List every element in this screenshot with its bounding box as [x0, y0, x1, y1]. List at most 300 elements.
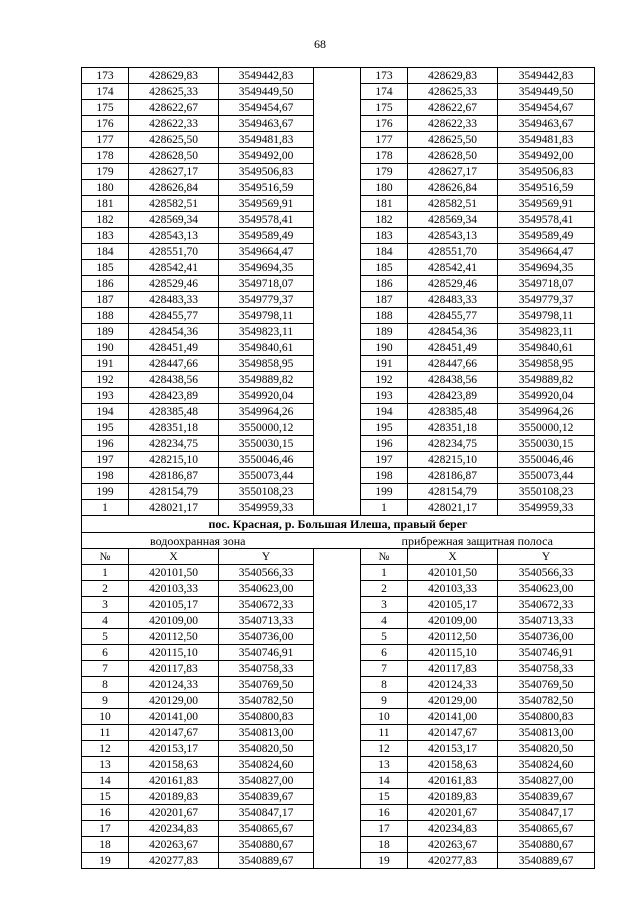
y-coordinate-right: 3549840,61	[498, 340, 595, 356]
y-coordinate-right: 3540824,60	[498, 757, 595, 773]
x-coordinate-right: 428154,79	[408, 484, 498, 500]
column-gap	[314, 276, 361, 292]
y-coordinate-right: 3549578,41	[498, 212, 595, 228]
y-coordinate-right: 3540758,33	[498, 661, 595, 677]
x-coordinate-right: 428569,34	[408, 212, 498, 228]
column-gap	[314, 709, 361, 725]
table-row	[82, 677, 595, 693]
point-number-left: 15	[82, 789, 129, 805]
table-row	[82, 500, 595, 516]
point-number-left: 5	[82, 629, 129, 645]
point-number-right: 196	[361, 436, 408, 452]
column-gap	[314, 789, 361, 805]
x-coordinate-right: 428423,89	[408, 388, 498, 404]
x-coordinate-left: 420234,83	[129, 821, 219, 837]
y-coordinate-left: 3549506,83	[219, 164, 314, 180]
x-coordinate-right: 420263,67	[408, 837, 498, 853]
y-coordinate-left: 3540800,83	[219, 709, 314, 725]
header-y-right: Y	[498, 549, 595, 565]
point-number-left: 12	[82, 741, 129, 757]
point-number-right: 10	[361, 709, 408, 725]
y-coordinate-left: 3540847,17	[219, 805, 314, 821]
x-coordinate-right: 428234,75	[408, 436, 498, 452]
y-coordinate-right: 3549798,11	[498, 308, 595, 324]
x-coordinate-right: 420109,00	[408, 613, 498, 629]
point-number-right: 194	[361, 404, 408, 420]
x-coordinate-left: 420103,33	[129, 581, 219, 597]
x-coordinate-left: 428021,17	[129, 500, 219, 516]
column-gap	[314, 821, 361, 837]
y-coordinate-left: 3549589,49	[219, 228, 314, 244]
x-coordinate-right: 428622,33	[408, 116, 498, 132]
y-coordinate-left: 3550030,15	[219, 436, 314, 452]
table-row	[82, 661, 595, 677]
x-coordinate-right: 420124,33	[408, 677, 498, 693]
y-coordinate-left: 3549779,37	[219, 292, 314, 308]
table-row	[82, 308, 595, 324]
table-row	[82, 837, 595, 853]
point-number-left: 194	[82, 404, 129, 420]
y-coordinate-right: 3549492,00	[498, 148, 595, 164]
point-number-right: 191	[361, 356, 408, 372]
column-gap	[314, 132, 361, 148]
y-coordinate-left: 3540746,91	[219, 645, 314, 661]
y-coordinate-left: 3549516,59	[219, 180, 314, 196]
y-coordinate-left: 3549823,11	[219, 324, 314, 340]
x-coordinate-left: 420153,17	[129, 741, 219, 757]
y-coordinate-right: 3549569,91	[498, 196, 595, 212]
x-coordinate-right: 420234,83	[408, 821, 498, 837]
x-coordinate-left: 428234,75	[129, 436, 219, 452]
x-coordinate-right: 428622,67	[408, 100, 498, 116]
table-row	[82, 228, 595, 244]
point-number-left: 197	[82, 452, 129, 468]
point-number-right: 181	[361, 196, 408, 212]
point-number-right: 198	[361, 468, 408, 484]
table-row	[82, 789, 595, 805]
point-number-right: 199	[361, 484, 408, 500]
point-number-left: 198	[82, 468, 129, 484]
x-coordinate-left: 420105,17	[129, 597, 219, 613]
y-coordinate-right: 3540736,00	[498, 629, 595, 645]
column-gap	[314, 757, 361, 773]
x-coordinate-left: 428622,67	[129, 100, 219, 116]
column-gap	[314, 661, 361, 677]
point-number-right: 6	[361, 645, 408, 661]
x-coordinate-right: 420158,63	[408, 757, 498, 773]
table-row	[82, 693, 595, 709]
point-number-left: 3	[82, 597, 129, 613]
point-number-right: 184	[361, 244, 408, 260]
column-gap	[314, 725, 361, 741]
table-row	[82, 436, 595, 452]
point-number-left: 16	[82, 805, 129, 821]
y-coordinate-left: 3540736,00	[219, 629, 314, 645]
point-number-left: 196	[82, 436, 129, 452]
y-coordinate-left: 3540566,33	[219, 565, 314, 581]
table-body-bottom	[82, 565, 595, 869]
column-gap	[314, 805, 361, 821]
point-number-left: 19	[82, 853, 129, 869]
point-number-right: 9	[361, 693, 408, 709]
y-coordinate-left: 3549442,83	[219, 68, 314, 84]
point-number-right: 7	[361, 661, 408, 677]
table-body-top	[82, 68, 595, 516]
y-coordinate-right: 3549449,50	[498, 84, 595, 100]
y-coordinate-right: 3540847,17	[498, 805, 595, 821]
point-number-left: 4	[82, 613, 129, 629]
table-row	[82, 388, 595, 404]
y-coordinate-left: 3540672,33	[219, 597, 314, 613]
column-gap	[314, 613, 361, 629]
y-coordinate-left: 3540820,50	[219, 741, 314, 757]
y-coordinate-right: 3540880,67	[498, 837, 595, 853]
x-coordinate-right: 420161,83	[408, 773, 498, 789]
x-coordinate-left: 420141,00	[129, 709, 219, 725]
x-coordinate-left: 420129,00	[129, 693, 219, 709]
x-coordinate-right: 420201,67	[408, 805, 498, 821]
point-number-left: 13	[82, 757, 129, 773]
table-row	[82, 565, 595, 581]
header-x-right: X	[408, 549, 498, 565]
y-coordinate-right: 3549959,33	[498, 500, 595, 516]
point-number-right: 3	[361, 597, 408, 613]
column-gap	[314, 677, 361, 693]
point-number-left: 183	[82, 228, 129, 244]
y-coordinate-left: 3549858,95	[219, 356, 314, 372]
y-coordinate-right: 3540800,83	[498, 709, 595, 725]
x-coordinate-right: 428625,33	[408, 84, 498, 100]
column-gap	[314, 436, 361, 452]
point-number-left: 1	[82, 500, 129, 516]
table-row	[82, 645, 595, 661]
y-coordinate-right: 3549454,67	[498, 100, 595, 116]
y-coordinate-left: 3550073,44	[219, 468, 314, 484]
x-coordinate-left: 428582,51	[129, 196, 219, 212]
table-row	[82, 821, 595, 837]
y-coordinate-right: 3549442,83	[498, 68, 595, 84]
table-row	[82, 709, 595, 725]
table-row	[82, 773, 595, 789]
table-row	[82, 372, 595, 388]
column-gap	[314, 581, 361, 597]
x-coordinate-right: 420117,83	[408, 661, 498, 677]
y-coordinate-right: 3540889,67	[498, 853, 595, 869]
x-coordinate-left: 420101,50	[129, 565, 219, 581]
point-number-left: 10	[82, 709, 129, 725]
point-number-right: 188	[361, 308, 408, 324]
x-coordinate-left: 428351,18	[129, 420, 219, 436]
point-number-right: 19	[361, 853, 408, 869]
y-coordinate-right: 3540769,50	[498, 677, 595, 693]
table-row	[82, 629, 595, 645]
y-coordinate-left: 3540827,00	[219, 773, 314, 789]
y-coordinate-right: 3550073,44	[498, 468, 595, 484]
table-row	[82, 196, 595, 212]
point-number-right: 175	[361, 100, 408, 116]
x-coordinate-right: 420115,10	[408, 645, 498, 661]
x-coordinate-right: 420147,67	[408, 725, 498, 741]
point-number-right: 17	[361, 821, 408, 837]
x-coordinate-right: 428447,66	[408, 356, 498, 372]
y-coordinate-right: 3540839,67	[498, 789, 595, 805]
x-coordinate-left: 428628,50	[129, 148, 219, 164]
x-coordinate-right: 428186,87	[408, 468, 498, 484]
point-number-left: 173	[82, 68, 129, 84]
point-number-left: 9	[82, 693, 129, 709]
point-number-left: 186	[82, 276, 129, 292]
x-coordinate-right: 420189,83	[408, 789, 498, 805]
x-coordinate-right: 428628,50	[408, 148, 498, 164]
x-coordinate-right: 420141,00	[408, 709, 498, 725]
table-row	[82, 244, 595, 260]
column-gap	[314, 84, 361, 100]
table-row	[82, 404, 595, 420]
y-coordinate-left: 3549920,04	[219, 388, 314, 404]
point-number-left: 6	[82, 645, 129, 661]
header-number-right: №	[361, 549, 408, 565]
x-coordinate-right: 428542,41	[408, 260, 498, 276]
section-title: пос. Красная, р. Большая Илеша, правый берег	[82, 516, 595, 533]
column-gap	[314, 452, 361, 468]
y-coordinate-left: 3540824,60	[219, 757, 314, 773]
x-coordinate-left: 428627,17	[129, 164, 219, 180]
table-row	[82, 597, 595, 613]
x-coordinate-right: 428626,84	[408, 180, 498, 196]
column-gap	[314, 212, 361, 228]
table-row	[82, 853, 595, 869]
point-number-right: 16	[361, 805, 408, 821]
point-number-left: 182	[82, 212, 129, 228]
x-coordinate-left: 428543,13	[129, 228, 219, 244]
x-coordinate-right: 428455,77	[408, 308, 498, 324]
y-coordinate-left: 3549578,41	[219, 212, 314, 228]
header-x-left: X	[129, 549, 219, 565]
table-row	[82, 581, 595, 597]
x-coordinate-left: 428186,87	[129, 468, 219, 484]
point-number-left: 185	[82, 260, 129, 276]
y-coordinate-left: 3549694,35	[219, 260, 314, 276]
x-coordinate-right: 428582,51	[408, 196, 498, 212]
y-coordinate-left: 3540769,50	[219, 677, 314, 693]
column-gap	[314, 837, 361, 853]
x-coordinate-right: 428551,70	[408, 244, 498, 260]
y-coordinate-left: 3550108,23	[219, 484, 314, 500]
point-number-left: 195	[82, 420, 129, 436]
y-coordinate-right: 3540865,67	[498, 821, 595, 837]
point-number-right: 178	[361, 148, 408, 164]
x-coordinate-left: 428451,49	[129, 340, 219, 356]
point-number-left: 17	[82, 821, 129, 837]
point-number-right: 174	[361, 84, 408, 100]
column-gap	[314, 549, 361, 565]
x-coordinate-left: 420117,83	[129, 661, 219, 677]
point-number-right: 2	[361, 581, 408, 597]
section-header	[82, 516, 595, 565]
y-coordinate-left: 3549964,26	[219, 404, 314, 420]
point-number-left: 190	[82, 340, 129, 356]
y-coordinate-right: 3550030,15	[498, 436, 595, 452]
column-gap	[314, 484, 361, 500]
x-coordinate-left: 428622,33	[129, 116, 219, 132]
point-number-right: 180	[361, 180, 408, 196]
x-coordinate-left: 428438,56	[129, 372, 219, 388]
table-row	[82, 84, 595, 100]
y-coordinate-left: 3549718,07	[219, 276, 314, 292]
column-gap	[314, 468, 361, 484]
point-number-left: 178	[82, 148, 129, 164]
x-coordinate-left: 420161,83	[129, 773, 219, 789]
point-number-right: 5	[361, 629, 408, 645]
point-number-left: 18	[82, 837, 129, 853]
x-coordinate-right: 428215,10	[408, 452, 498, 468]
y-coordinate-left: 3540865,67	[219, 821, 314, 837]
x-coordinate-left: 428385,48	[129, 404, 219, 420]
x-coordinate-left: 420115,10	[129, 645, 219, 661]
column-gap	[314, 164, 361, 180]
x-coordinate-right: 428021,17	[408, 500, 498, 516]
column-gap	[314, 693, 361, 709]
x-coordinate-right: 428625,50	[408, 132, 498, 148]
table-row	[82, 484, 595, 500]
y-coordinate-right: 3540782,50	[498, 693, 595, 709]
table-row	[82, 100, 595, 116]
x-coordinate-left: 428569,34	[129, 212, 219, 228]
y-coordinate-right: 3540746,91	[498, 645, 595, 661]
y-coordinate-left: 3549664,47	[219, 244, 314, 260]
x-coordinate-left: 428625,33	[129, 84, 219, 100]
table-row	[82, 468, 595, 484]
table-row	[82, 116, 595, 132]
zone-title-left: водоохранная зона	[82, 533, 314, 549]
y-coordinate-left: 3540713,33	[219, 613, 314, 629]
y-coordinate-left: 3540889,67	[219, 853, 314, 869]
x-coordinate-left: 420158,63	[129, 757, 219, 773]
y-coordinate-right: 3540827,00	[498, 773, 595, 789]
table-row	[82, 757, 595, 773]
point-number-left: 177	[82, 132, 129, 148]
table-row	[82, 132, 595, 148]
y-coordinate-left: 3549840,61	[219, 340, 314, 356]
x-coordinate-right: 428454,36	[408, 324, 498, 340]
y-coordinate-right: 3550046,46	[498, 452, 595, 468]
point-number-left: 179	[82, 164, 129, 180]
y-coordinate-right: 3549589,49	[498, 228, 595, 244]
table-row	[82, 741, 595, 757]
table-row	[82, 68, 595, 84]
point-number-left: 11	[82, 725, 129, 741]
column-gap	[314, 340, 361, 356]
column-gap	[314, 773, 361, 789]
point-number-right: 185	[361, 260, 408, 276]
column-gap	[314, 260, 361, 276]
column-gap	[314, 853, 361, 869]
point-number-left: 191	[82, 356, 129, 372]
column-gap	[314, 356, 361, 372]
y-coordinate-left: 3550000,12	[219, 420, 314, 436]
table-row	[82, 452, 595, 468]
table-row	[82, 164, 595, 180]
x-coordinate-left: 420201,67	[129, 805, 219, 821]
x-coordinate-right: 428483,33	[408, 292, 498, 308]
point-number-right: 182	[361, 212, 408, 228]
table-row	[82, 212, 595, 228]
point-number-right: 11	[361, 725, 408, 741]
point-number-right: 193	[361, 388, 408, 404]
x-coordinate-left: 428629,83	[129, 68, 219, 84]
x-coordinate-right: 420103,33	[408, 581, 498, 597]
x-coordinate-right: 428385,48	[408, 404, 498, 420]
x-coordinate-right: 428629,83	[408, 68, 498, 84]
column-gap	[314, 597, 361, 613]
x-coordinate-right: 420277,83	[408, 853, 498, 869]
point-number-left: 199	[82, 484, 129, 500]
column-gap	[314, 565, 361, 581]
column-gap	[314, 292, 361, 308]
header-number-left: №	[82, 549, 129, 565]
x-coordinate-left: 420124,33	[129, 677, 219, 693]
y-coordinate-left: 3549463,67	[219, 116, 314, 132]
y-coordinate-right: 3540820,50	[498, 741, 595, 757]
x-coordinate-left: 428447,66	[129, 356, 219, 372]
column-gap	[314, 645, 361, 661]
zone-gap	[314, 533, 361, 549]
y-coordinate-left: 3540758,33	[219, 661, 314, 677]
column-gap	[314, 244, 361, 260]
y-coordinate-right: 3549463,67	[498, 116, 595, 132]
x-coordinate-right: 420112,50	[408, 629, 498, 645]
y-coordinate-left: 3540839,67	[219, 789, 314, 805]
y-coordinate-left: 3549454,67	[219, 100, 314, 116]
x-coordinate-left: 428625,50	[129, 132, 219, 148]
y-coordinate-right: 3549516,59	[498, 180, 595, 196]
x-coordinate-left: 420147,67	[129, 725, 219, 741]
y-coordinate-right: 3540566,33	[498, 565, 595, 581]
x-coordinate-right: 420153,17	[408, 741, 498, 757]
point-number-right: 183	[361, 228, 408, 244]
column-gap	[314, 116, 361, 132]
x-coordinate-right: 420105,17	[408, 597, 498, 613]
column-gap	[314, 324, 361, 340]
point-number-left: 8	[82, 677, 129, 693]
y-coordinate-right: 3549858,95	[498, 356, 595, 372]
y-coordinate-left: 3549959,33	[219, 500, 314, 516]
y-coordinate-left: 3540813,00	[219, 725, 314, 741]
y-coordinate-left: 3549889,82	[219, 372, 314, 388]
table-row	[82, 148, 595, 164]
x-coordinate-right: 420101,50	[408, 565, 498, 581]
point-number-right: 190	[361, 340, 408, 356]
page-number: 68	[314, 37, 326, 51]
x-coordinate-left: 428215,10	[129, 452, 219, 468]
point-number-right: 186	[361, 276, 408, 292]
table-row	[82, 340, 595, 356]
point-number-right: 18	[361, 837, 408, 853]
point-number-left: 180	[82, 180, 129, 196]
column-gap	[314, 148, 361, 164]
point-number-left: 193	[82, 388, 129, 404]
y-coordinate-right: 3549506,83	[498, 164, 595, 180]
table-row	[82, 725, 595, 741]
column-gap	[314, 404, 361, 420]
y-coordinate-right: 3549718,07	[498, 276, 595, 292]
header-y-left: Y	[219, 549, 314, 565]
point-number-right: 192	[361, 372, 408, 388]
y-coordinate-right: 3549920,04	[498, 388, 595, 404]
y-coordinate-right: 3550108,23	[498, 484, 595, 500]
x-coordinate-left: 420263,67	[129, 837, 219, 853]
column-gap	[314, 500, 361, 516]
